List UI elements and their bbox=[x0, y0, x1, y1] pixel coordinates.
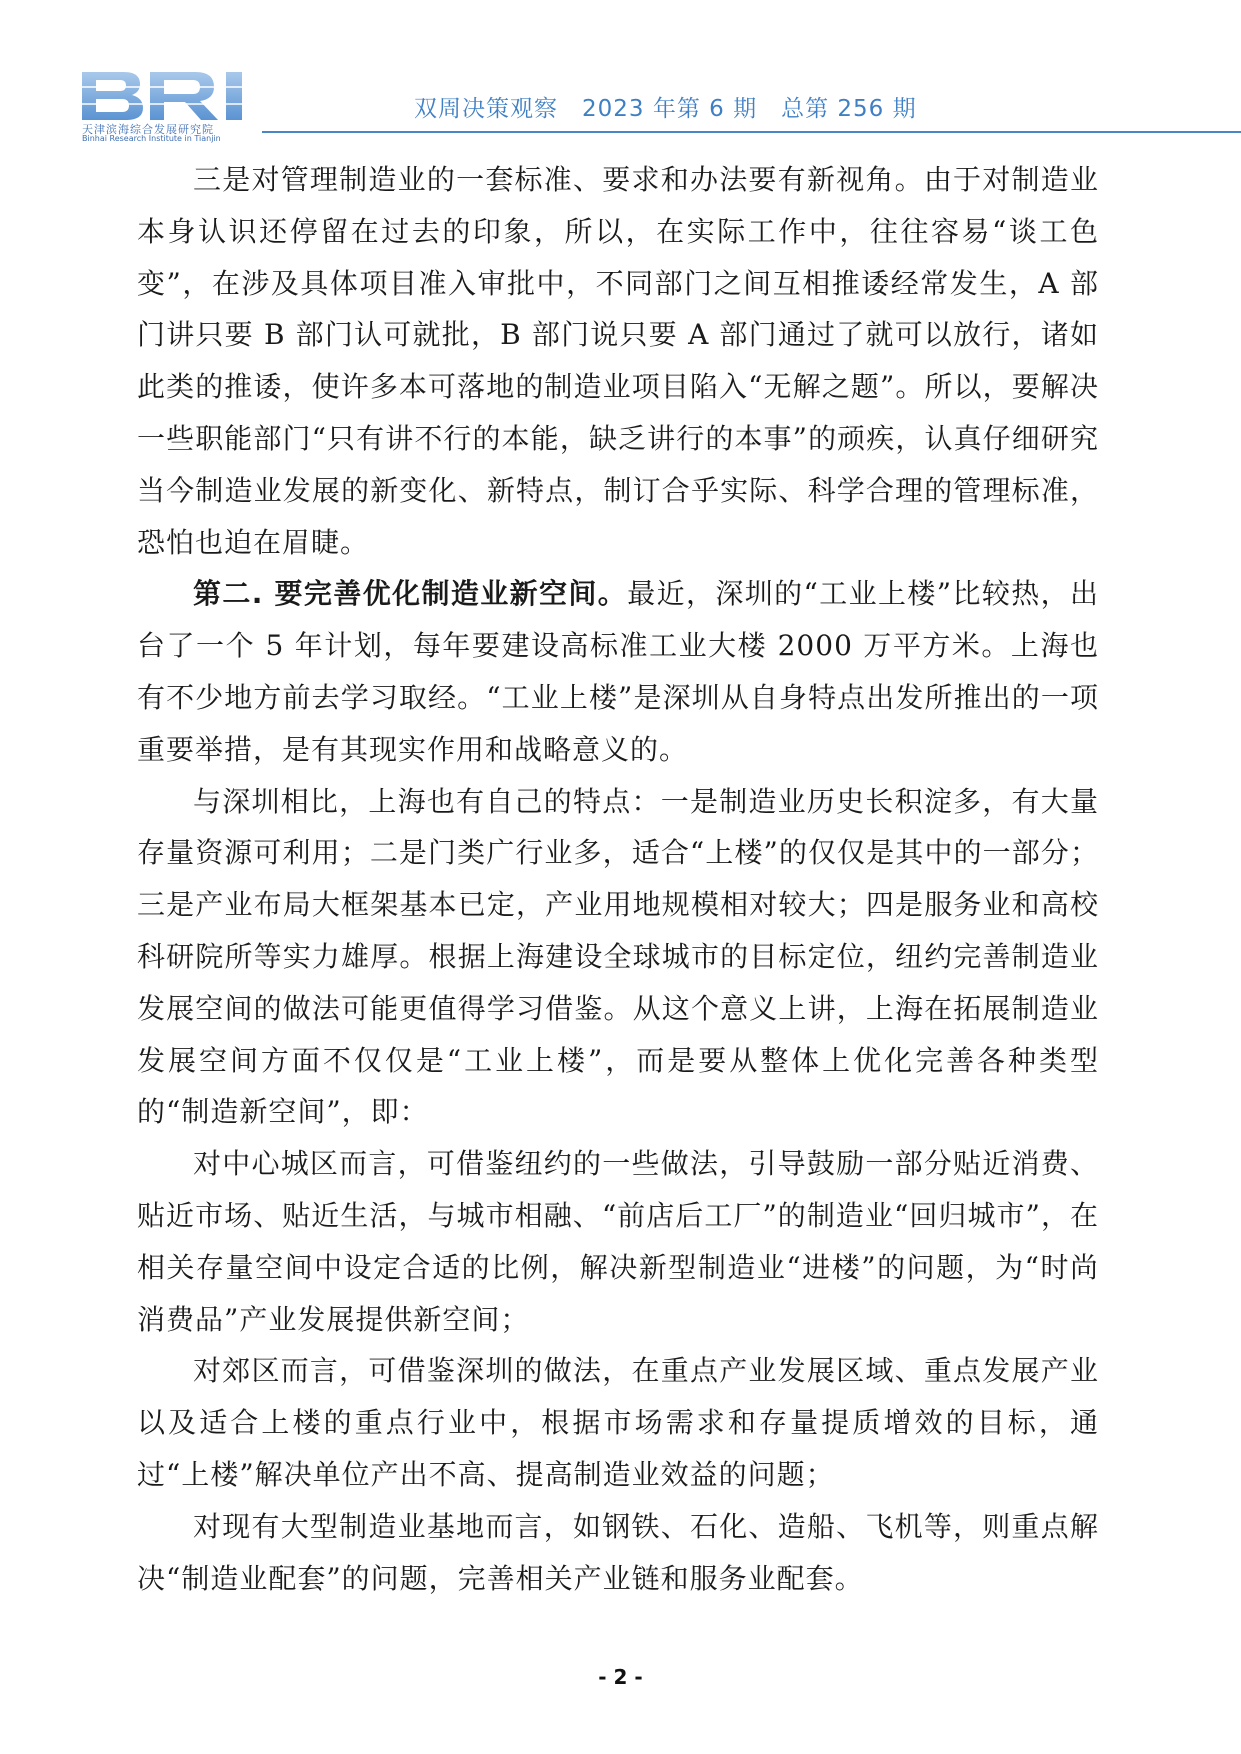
paragraph-suburbs: 对郊区而言，可借鉴深圳的做法，在重点产业发展区域、重点发展产业以及适合上楼的重点行业中，根据市场需求和存量提质增效的目标，通过“上楼”解决单位产出不高、提高制造业效益的问题； bbox=[137, 1354, 1099, 1491]
article-body bbox=[137, 154, 1099, 1604]
logo-chinese-name: 天津滨海综合发展研究院 bbox=[82, 123, 214, 136]
paragraph-management-standards: 三是对管理制造业的一套标准、要求和办法要有新视角。由于对制造业本身认识还停留在过去的印象，所以，在实际工作中，往往容易“谈工色变”，在涉及具体项目准入审批中，不同部门之间互相推诿经常发生，A 部门讲只要 B 部门认可就批，B 部门说只要 A 部门通过了就可以放行，诸如此类的推诿，使许多本可落地的制造业项目陷入“无解之题”。所以，要解决一些职能部门“只有讲不行的本能，缺乏讲行的本事”的顽疾，认真仔细研究当今制造业发展的新变化、新特点，制订合乎实际、科学合理的管理标准，恐怕也迫在眉睫。 bbox=[137, 163, 1099, 559]
paragraph-industrial-bases: 对现有大型制造业基地而言，如钢铁、石化、造船、飞机等，则重点解决“制造业配套”的问题，完善相关产业链和服务业配套。 bbox=[137, 1509, 1099, 1595]
logo-english-name: Binhai Research Institute in Tianjin bbox=[82, 134, 221, 143]
paragraph-new-space-text: 最近，深圳的“工业上楼”比较热，出台了一个 5 年计划，每年要建设高标准工业大楼 2000 万平方米。上海也有不少地方前去学习取经。“工业上楼”是深圳从自身特点出发所推出的一项重要举措，是有其现实作用和战略意义的。 bbox=[137, 577, 1099, 766]
page-header bbox=[0, 0, 1241, 150]
bri-logo-icon bbox=[80, 70, 270, 122]
header-divider bbox=[262, 131, 1241, 133]
bri-logo bbox=[80, 70, 270, 145]
page-number: - 2 - bbox=[598, 1665, 643, 1689]
paragraph-shanghai-comparison: 与深圳相比，上海也有自己的特点：一是制造业历史长积淀多，有大量存量资源可利用；二是门类广行业多，适合“上楼”的仅仅是其中的一部分；三是产业布局大框架基本已定，产业用地规模相对较大；四是服务业和高校科研院所等实力雄厚。根据上海建设全球城市的目标定位，纽约完善制造业发展空间的做法可能更值得学习借鉴。从这个意义上讲，上海在拓展制造业发展空间方面不仅仅是“工业上楼”，而是要从整体上优化完善各种类型的“制造新空间”，即： bbox=[137, 784, 1099, 1129]
paragraph-new-space bbox=[137, 568, 1099, 775]
publication-issue-title: 双周决策观察 2023 年第 6 期 总第 256 期 bbox=[414, 96, 917, 122]
section-heading: 第二. 要完善优化制造业新空间。 bbox=[193, 577, 628, 611]
paragraph-central-city: 对中心城区而言，可借鉴纽约的一些做法，引导鼓励一部分贴近消费、贴近市场、贴近生活，与城市相融、“前店后工厂”的制造业“回归城市”，在相关存量空间中设定合适的比例，解决新型制造业“进楼”的问题，为“时尚消费品”产业发展提供新空间； bbox=[137, 1147, 1099, 1336]
